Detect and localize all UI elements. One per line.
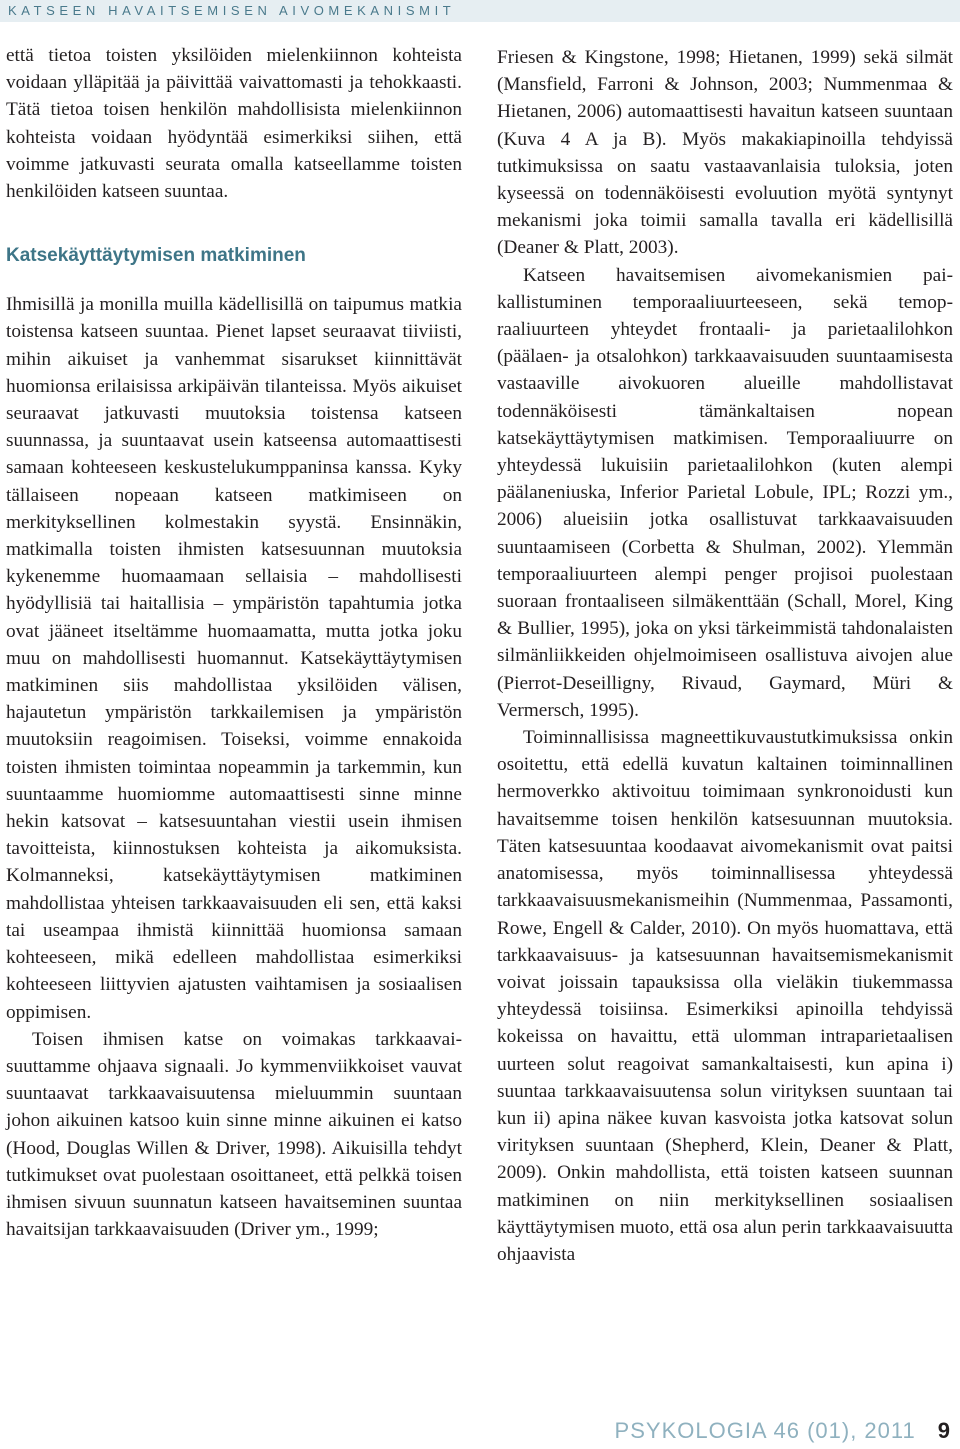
left-column	[6, 42, 462, 1243]
page-number: 9	[937, 1418, 950, 1443]
running-title: KATSEEN HAVAITSEMISEN AIVOMEKANISMIT	[8, 3, 456, 18]
paragraph: Toisen ihmisen katse on voimakas tarkkaavaisuuttamme ohjaava signaali. Jo kymmenviikkoiset vauvat suuntaavat tarkkaavaisuutensa mieluummin suuntaan johon aikuinen katsoo kuin sinne minne aikuinen ei katso (Hood, Douglas Willen & Driver, 1998). Aikuisilla tehdyt tutkimukset ovat puolestaan osoittaneet, että pelkkä toisen ihmisen sivuun suunnatun katseen havaitseminen suuntaa havaitsijan tarkkaavaisuuden (Driver ym., 1999;	[6, 1028, 462, 1241]
page-footer	[615, 1418, 950, 1444]
section-heading: Katsekäyttäytymisen matkiminen	[6, 245, 306, 267]
paragraph: Toiminnallisissa magneettikuvaustutkimuksissa onkin osoitettu, että edellä kuvatun kaltainen toiminnallinen hermoverkko aktivoituu toimimaan synkronoidusti kun havaitsemme toisen henkilön katsesuunnan muutoksia. Täten katsesuuntaa koodaavat aivomekanismit ovat paitsi anatomisessa, myös toiminnallisessa yhteydessä tarkkaavaisuusmekanismeihin (Nummenmaa, Passamonti, Rowe, Engell & Calder, 2010). On myös huomattava, että tarkkaavaisuus- ja katsesuunnan havaitsemismekanismit voivat joissain tapauksissa olla vieläkin tiukemmassa yhteydessä toisiinsa. Esimerkiksi apinoilla tehdyissä kokeissa on havaittu, että ulomman intraparietaalisen uurteen solut reagoivat samankaltaisesti, kun apina i) suuntaa tarkkaavaisuutensa solun virityksen suuntaan tai kun ii) apina näkee kuvan kasvoista jotka katsovat solun virityksen suuntaan (Shepherd, Klein, Deaner & Platt, 2009). Onkin mahdollista, että toisten katseen suunnan matkiminen on niin merkityksellinen sosiaalisen käyttäytymisen muoto, että osa alun perin tarkkaavaisuutta ohjaavista	[497, 727, 953, 1265]
running-head	[0, 0, 960, 22]
paragraph: Ihmisillä ja monilla muilla kädellisillä on taipumus matkia toistensa katseen suuntaa. Pienet lapset seuraavat tiiviisti, mihin aikuiset ja vanhemmat sisarukset kiinnittävät huomionsa erilaisissa arkipäivän tilanteissa. Myös aikuiset seuraavat jatkuvasti muutoksia toistensa katseen suunnassa, ja suuntaavat usein katseensa automaattisesti samaan kohteeseen keskustelukumppaninsa kanssa. Kyky tällaiseen nopeaan katseen matkimiseen on merkityksellinen kolmestakin syystä. Ensinnäkin, matkimalla toisten ihmisten katsesuunnan muutoksia kykenemme huomaamaan sellaisia – mahdollisesti hyödyllisiä tai haitallisia – ympäristön tapahtumia jotka ovat jääneet itseltämme huomaamatta, mutta jotka joku muu on mahdollisesti huomannut. Katsekäyttäytymisen matkiminen siis mahdollistaa yksilöiden välisen, hajautetun ympäristön tarkkailemisen ja ympäristön muutoksiin reagoimisen. Toiseksi, voimme ennakoida toisten ihmisten toimintaa nopeammin ja tarkemmin, kun suuntaamme huomiomme automaattisesti sinne minne hekin katsovat – katsesuuntahan viestii usein ihmisen tavoitteista, kiinnostuksen kohteista ja aikomuksista. Kolmanneksi, katsekäyttäytymisen matkiminen mahdollistaa yhteisen tarkkaavaisuuden eli sen, että kaksi tai useampaa ihmistä kiinnittää huomionsa samaan kohteeseen, mikä edelleen mahdollistaa esimerkiksi kohteeseen liittyvien ajatusten vaihtamisen ja sosiaalisen oppimisen.	[6, 294, 462, 1023]
paragraph: Katseen havaitsemisen aivomekanismien paikallistuminen temporaaliuurteeseen, sekä temopraaliuurteen yhteydet frontaali- ja parietaalilohkon (päälaen- ja otsalohkon) tarkkaavaisuuden suuntaamisesta vastaaville aivokuoren alueille mahdollistavat todennäköisesti tämänkaltaisen nopean katsekäyttäytymisen matkimisen. Temporaaliuurre on yhteydessä lukuisiin parietaalilohkon (kuten alempi päälaneniuska, Inferior Parietal Lobule, IPL; Rozzi ym., 2006) alueisiin jotka osallistuvat tarkkaavaisuuden suuntaamiseen (Corbetta & Shulman, 2002). Ylemmän temporaaliuurteen alempi penger projisoi puolestaan suoraan frontaaliseen silmäkenttään (Schall, Morel, King & Bullier, 1995), joka on yksi tärkeimmistä tahdonalaisten silmänliikkeiden ohjelmoimiseen osallistuva aivojen alue (Pierrot-Deseilligny, Rivaud, Gaymard, Müri & Vermersch, 1995).	[497, 264, 953, 721]
paragraph: että tietoa toisten yksilöiden mielenkiinnon kohteista voidaan ylläpitää ja päivittää vaivattomasti ja tehokkaasti. Tätä tietoa toisen henkilön mahdollisista mielenkiinnon kohteista voidaan hyödyntää esimerkiksi siihen, että voimme jatkuvasti seurata omalla katseellamme toisten henkilöiden katseen suuntaa.	[6, 45, 462, 203]
journal-citation: PSYKOLOGIA 46 (01), 2011	[614, 1418, 916, 1443]
paragraph: Friesen & Kingstone, 1998; Hietanen, 1999) sekä silmät (Mansfield, Farroni & Johnson, 2003; Nummenmaa & Hietanen, 2006) automaattisesti havaitun katseen suuntaan (Kuva 4 A ja B). Myös makakiapinoilla tehdyissä tutkimuksissa on saatu vastaavanlaisia tuloksia, joten kyseessä on todennäköisesti evoluution myötä syntynyt mekanismi joka toimii samalla tavalla eri kädellisillä (Deaner & Platt, 2003).	[497, 47, 953, 259]
right-column	[497, 44, 953, 1268]
